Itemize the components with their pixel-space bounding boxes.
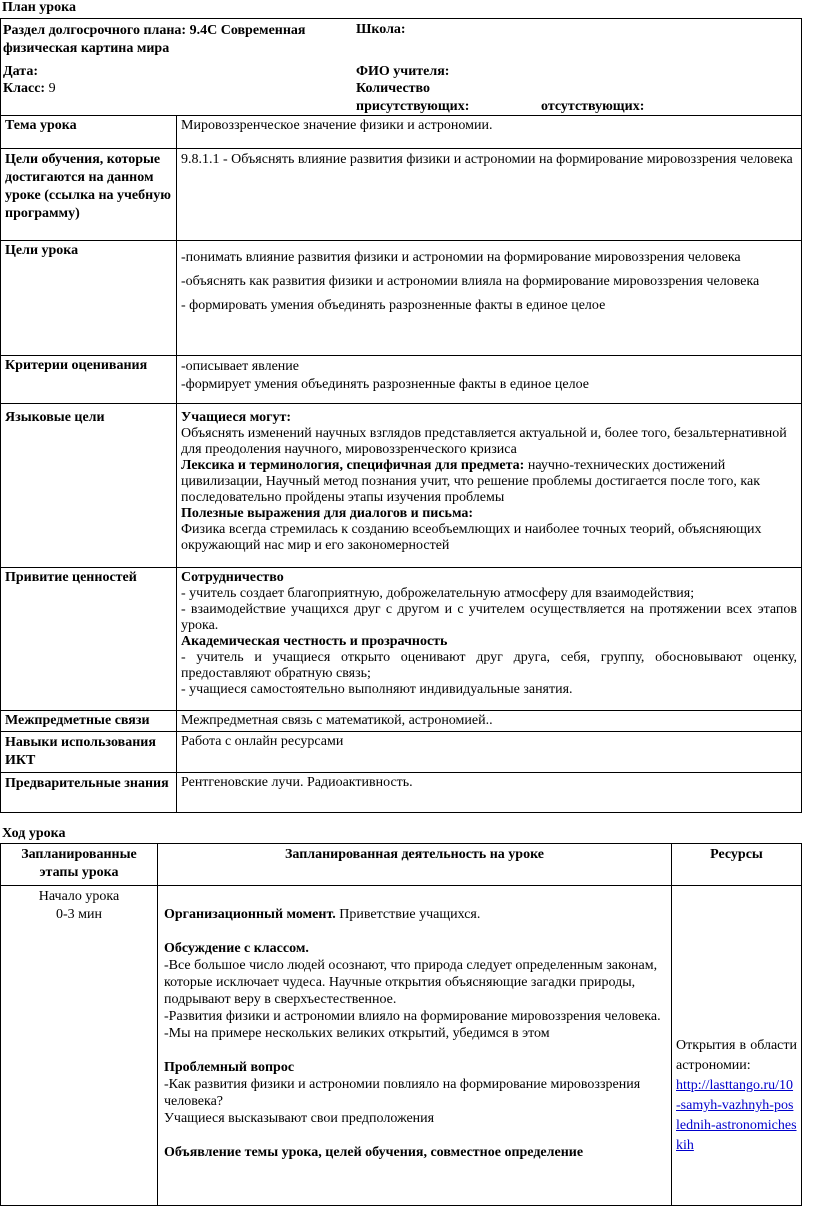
school-label: Школа: — [356, 22, 406, 37]
org-heading: Организационный момент. — [164, 907, 336, 922]
criteria-list — [177, 356, 802, 404]
prior-value: Рентгеновские лучи. Радиоактивность. — [177, 773, 802, 813]
resource-text: Открытия в области астрономии: — [676, 1038, 797, 1073]
language-h1: Учащиеся могут: — [181, 410, 291, 425]
section-label: Раздел долгосрочного плана: 9.4С Современная физическая картина мира — [3, 23, 306, 56]
language-t2: научно-технических достижений цивилизации, Научный метод познания учит, что решение проблемы достигается после того, как последовательно пройдены этапы изучения проблемы — [181, 458, 761, 505]
stage-time: 0-3 мин — [55, 907, 102, 922]
ict-value: Работа с онлайн ресурсами — [177, 732, 802, 773]
discussion-text: -Все большое число людей осознают, что природа следует определенным законам, которые исключает чудеса. Научные открытия объясняющие загадки природы, подрывают веру в сверхъестественное. — [164, 958, 658, 1007]
criteria-item: -описывает явление — [181, 359, 300, 374]
lesson-goals-label: Цели урока — [1, 241, 177, 356]
values-item: - учитель создает благоприятную, доброжелательную атмосферу для взаимодействия; — [181, 586, 695, 601]
language-t1: Объяснять изменений научных взглядов представляется актуальной и, более того, безальтернативной для преодоления научного, мировоззренческого кризиса — [181, 426, 787, 457]
resource-link[interactable]: http://lasttango.ru/10-samyh-vazhnyh-poslednih-astronomicheskih — [676, 1078, 797, 1153]
problem-heading: Проблемный вопрос — [164, 1060, 295, 1075]
discussion-heading: Обсуждение с классом. — [164, 941, 309, 956]
goals-label: Цели обучения, которые достигаются на данном уроке (ссылка на учебную программу) — [1, 149, 177, 241]
lesson-goal-item: -объяснять как развития физики и астрономии влияла на формирование мировоззрения человека — [181, 274, 760, 289]
language-t3: Физика всегда стремилась к созданию всеобъемлющих и наиболее точных теорий, объясняющих окружающий нас мир и его закономерностей — [181, 522, 762, 553]
values-h2: Академическая честность и прозрачность — [181, 634, 448, 649]
criteria-label: Критерии оценивания — [1, 356, 177, 404]
ict-label: Навыки использования ИКТ — [1, 732, 177, 773]
values-item: - учащиеся самостоятельно выполняют индивидуальные занятия. — [181, 682, 573, 697]
language-content — [177, 404, 802, 568]
course-title: Ход урока — [2, 826, 66, 841]
intersubject-value: Межпредметная связь с математикой, астрономией.. — [177, 711, 802, 732]
lesson-goal-item: -понимать влияние развития физики и астрономии на формирование мировоззрения человека — [181, 250, 741, 265]
prior-label: Предварительные знания — [1, 773, 177, 813]
page-title: План урока — [2, 0, 76, 15]
intersubject-label: Межпредметные связи — [1, 711, 177, 732]
present-label: присутствующих: — [356, 99, 470, 114]
language-h2: Лексика и терминология, специфичная для предмета: — [181, 458, 525, 473]
header-cell — [1, 19, 802, 116]
values-content — [177, 568, 802, 711]
col-resources-header: Ресурсы — [672, 844, 802, 886]
topic-label: Тема урока — [1, 116, 177, 149]
values-item: - учитель и учащиеся открыто оценивают друг друга, себя, группу, обосновывают оценку, предоставляют обратную связь; — [181, 650, 797, 681]
absent-label: отсутствующих: — [541, 99, 645, 114]
count-label: Количество — [356, 81, 431, 96]
discussion-text: -Развития физики и астрономии влияло на формирование мировоззрения человека. — [164, 1009, 661, 1024]
problem-text: Учащиеся высказывают свои предположения — [164, 1111, 435, 1126]
values-h1: Сотрудничество — [181, 570, 284, 585]
col-activity-header: Запланированная деятельность на уроке — [158, 844, 672, 886]
problem-text: -Как развития физики и астрономии повлияло на формирование мировоззрения человека? — [164, 1077, 641, 1109]
lesson-goals-list — [177, 241, 802, 356]
language-label: Языковые цели — [1, 404, 177, 568]
announce-heading: Объявление темы урока, целей обучения, совместное определение — [164, 1145, 584, 1160]
topic-value: Мировоззренческое значение физики и астрономии. — [177, 116, 802, 149]
lesson-plan-table — [0, 18, 802, 813]
org-text: Приветствие учащихся. — [335, 907, 481, 922]
values-label: Привитие ценностей — [1, 568, 177, 711]
col-stages-header: Запланированные этапы урока — [1, 844, 158, 886]
course-table — [0, 843, 802, 1206]
stage-name: Начало урока — [38, 889, 120, 904]
teacher-label: ФИО учителя: — [356, 64, 450, 79]
class-label: Класс: — [3, 81, 46, 96]
resources-cell — [672, 886, 802, 1206]
date-label: Дата: — [3, 64, 38, 79]
class-value: 9 — [48, 81, 56, 96]
goals-value: 9.8.1.1 - Объяснять влияние развития физики и астрономии на формирование мировоззрения человека — [177, 149, 802, 241]
lesson-goal-item: - формировать умения объединять разрозненные факты в единое целое — [181, 298, 606, 313]
class-field — [3, 81, 56, 97]
activity-cell — [158, 886, 672, 1206]
stage-cell — [1, 886, 158, 1206]
language-h3: Полезные выражения для диалогов и письма: — [181, 506, 474, 521]
criteria-item: -формирует умения объединять разрозненные факты в единое целое — [181, 377, 589, 392]
values-item: - взаимодействие учащихся друг с другом и с учителем осуществляется на протяжении всех этапов урока. — [181, 602, 797, 633]
discussion-text: -Мы на примере нескольких великих открытий, убедимся в этом — [164, 1026, 550, 1041]
